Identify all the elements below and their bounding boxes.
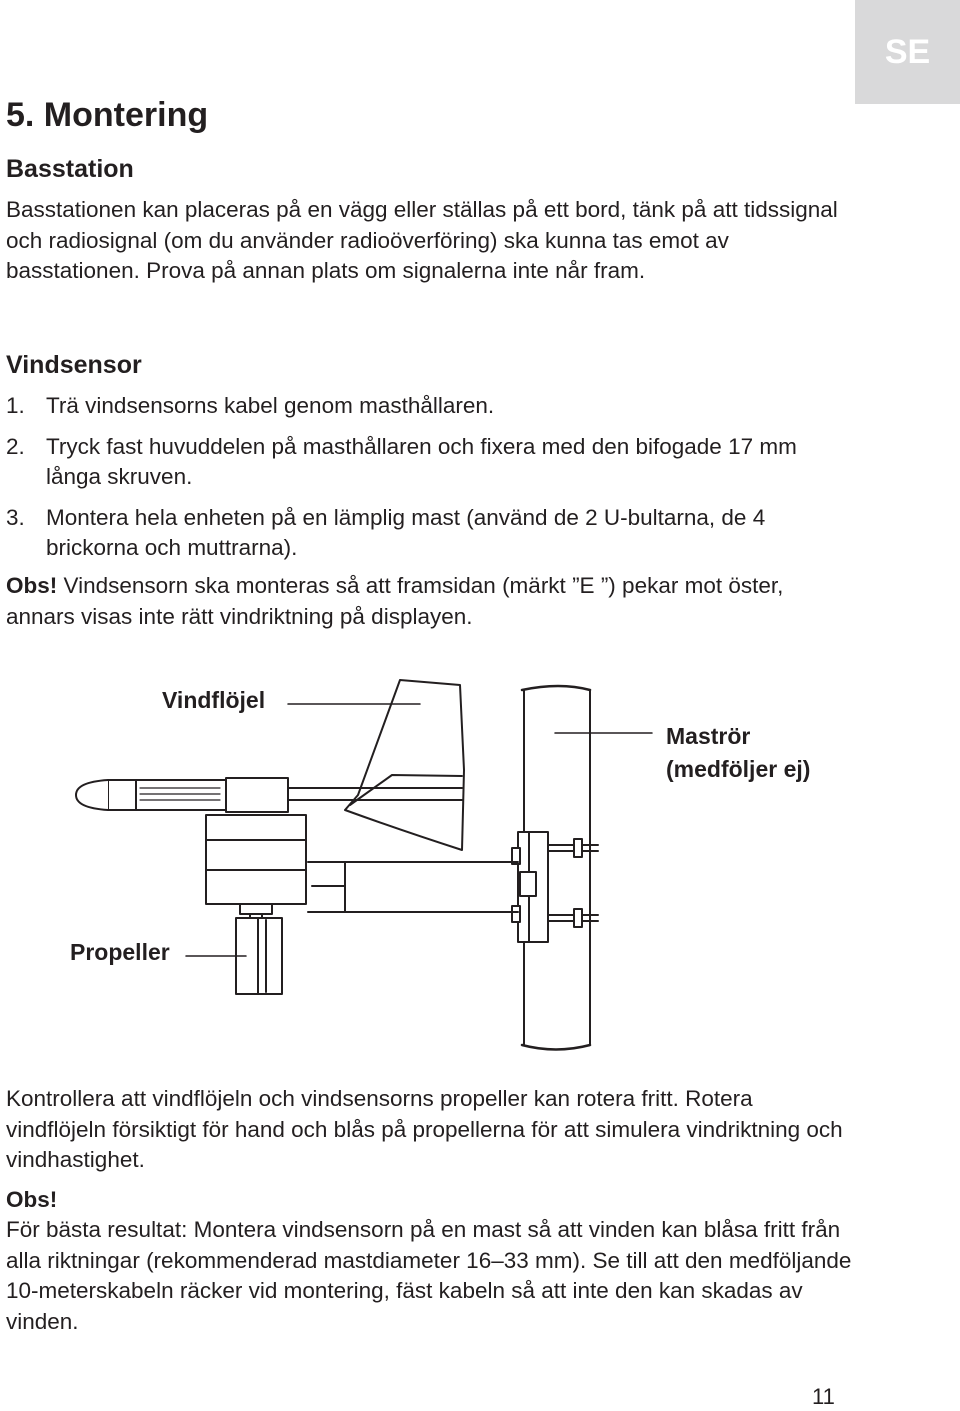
step-item bbox=[6, 391, 852, 422]
sensor-arm bbox=[308, 862, 518, 912]
section-title: 5. Montering bbox=[6, 96, 209, 134]
step-text: Trä vindsensorns kabel genom masthållaren. bbox=[46, 393, 495, 418]
installation-steps bbox=[6, 391, 852, 574]
obs-text: Vindsensorn ska monteras så att framsidan (märkt ”E ”) pekar mot öster, annars visas inte rätt vindriktning på displayen. bbox=[6, 573, 784, 629]
vane-label: Vindflöjel bbox=[162, 687, 266, 713]
step-text: Montera hela enheten på en lämplig mast (använd de 2 U-bultarna, de 4 brickorna och muttrarna). bbox=[46, 504, 766, 560]
mast-label-line2: (medföljer ej) bbox=[666, 756, 811, 782]
orientation-note bbox=[6, 571, 852, 632]
best-results-text: För bästa resultat: Montera vindsensorn på en mast så att vinden kan blåsa fritt från alla riktningar (rekommenderad mastdiameter 16–33 mm). Se till att den medföljande 10-meterskabeln räcker vid montering, fäst kabeln så att inte den kan skadas av vinden. bbox=[6, 1217, 852, 1334]
basstation-text: Basstationen kan placeras på en vägg eller ställas på ett bord, tänk på att tidssignal och radiosignal (om du använder radioöverföring) ska kunna tas emot av basstationen. Prova på annan plats om signalerna inte når fram. bbox=[6, 197, 838, 283]
step-number: 1. bbox=[6, 393, 25, 418]
propeller-label: Propeller bbox=[70, 939, 170, 965]
step-number: 3. bbox=[6, 504, 25, 530]
step-item bbox=[6, 432, 852, 493]
wind-sensor-diagram bbox=[0, 660, 960, 1060]
step-item bbox=[6, 503, 852, 564]
step-text: Tryck fast huvuddelen på masthållaren och fixera med den bifogade 17 mm långa skruven. bbox=[46, 433, 797, 489]
language-tab: SE bbox=[855, 0, 960, 104]
basstation-heading: Basstation bbox=[6, 155, 134, 183]
check-rotation-text: Kontrollera att vindflöjeln och vindsensorns propeller kan rotera fritt. Rotera vindflöjeln försiktigt för hand och blås på propellerna för att simulera vindriktning och vindhastighet. bbox=[6, 1086, 843, 1172]
mast-label-line1: Maströr bbox=[666, 723, 751, 749]
sensor-housing bbox=[206, 815, 306, 922]
vindsensor-heading: Vindsensor bbox=[6, 351, 142, 379]
obs-label: Obs! bbox=[6, 1187, 58, 1212]
obs-label: Obs! bbox=[6, 573, 58, 598]
mast-bracket bbox=[512, 832, 598, 942]
page-number: 11 bbox=[812, 1384, 835, 1409]
step-number: 2. bbox=[6, 433, 25, 459]
